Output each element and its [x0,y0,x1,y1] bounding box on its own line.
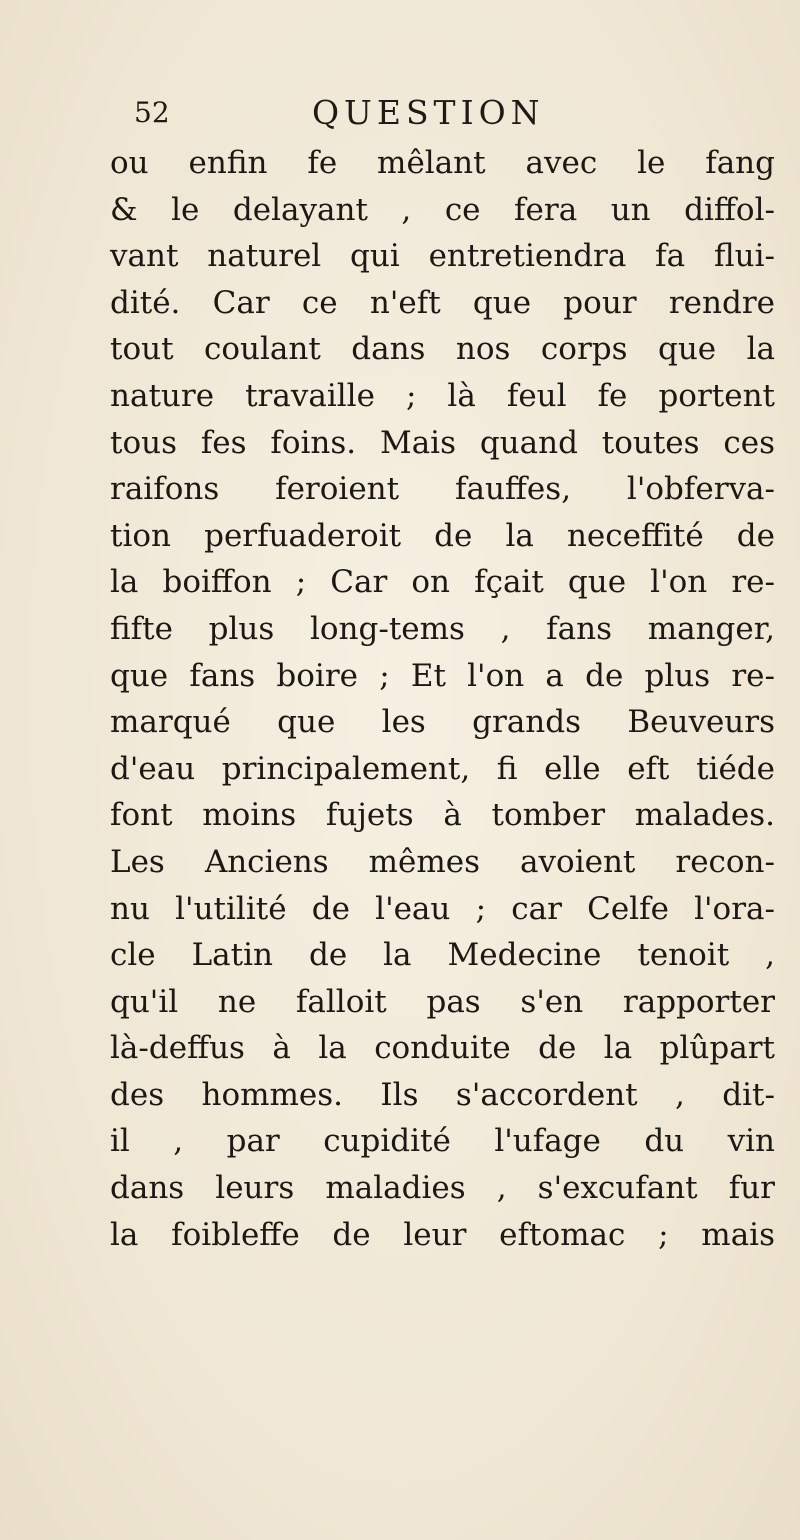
text-line: nature travaille ; là feul fe portent [110,377,775,414]
body-text [110,140,775,1258]
text-line: d'eau principalement, fi elle eft tiéde [110,750,775,787]
running-title: QUESTION [312,93,545,132]
text-line: marqué que les grands Beuveurs [110,704,775,741]
text-line: cle Latin de la Medecine tenoit , [110,937,775,974]
text-line: tout coulant dans nos corps que la [110,331,775,368]
text-line: & le delayant , ce fera un diffol- [110,191,775,228]
text-line: des hommes. Ils s'accordent , dit- [110,1076,775,1113]
text-line: raifons feroient fauffes, l'obferva- [110,471,775,508]
text-line: fifte plus long-tems , fans manger, [110,610,775,647]
text-line: tous fes foins. Mais quand toutes ces [110,424,775,461]
text-line: nu l'utilité de l'eau ; car Celfe l'ora- [110,890,775,927]
text-line: tion perfuaderoit de la neceffité de [110,517,775,554]
text-line: dans leurs maladies , s'excufant fur [110,1170,775,1207]
text-line: font moins fujets à tomber malades. [110,797,775,834]
text-line: vant naturel qui entretiendra fa flui- [110,238,775,275]
text-line: qu'il ne falloit pas s'en rapporter [110,983,775,1020]
text-line: ou enfin fe mêlant avec le fang [110,145,775,181]
text-line: Les Anciens mêmes avoient recon- [110,843,775,880]
page-number: 52 [134,96,170,129]
page-header [0,88,800,138]
text-line: que fans boire ; Et l'on a de plus re- [110,657,775,694]
text-line: là-deffus à la conduite de la plûpart [110,1030,775,1067]
text-line: la boiffon ; Car on fçait que l'on re- [110,564,775,601]
text-line: la foibleffe de leur eftomac ; mais [110,1216,775,1253]
text-line: dité. Car ce n'eft que pour rendre [110,284,775,321]
text-line: il , par cupidité l'ufage du vin [110,1123,775,1160]
